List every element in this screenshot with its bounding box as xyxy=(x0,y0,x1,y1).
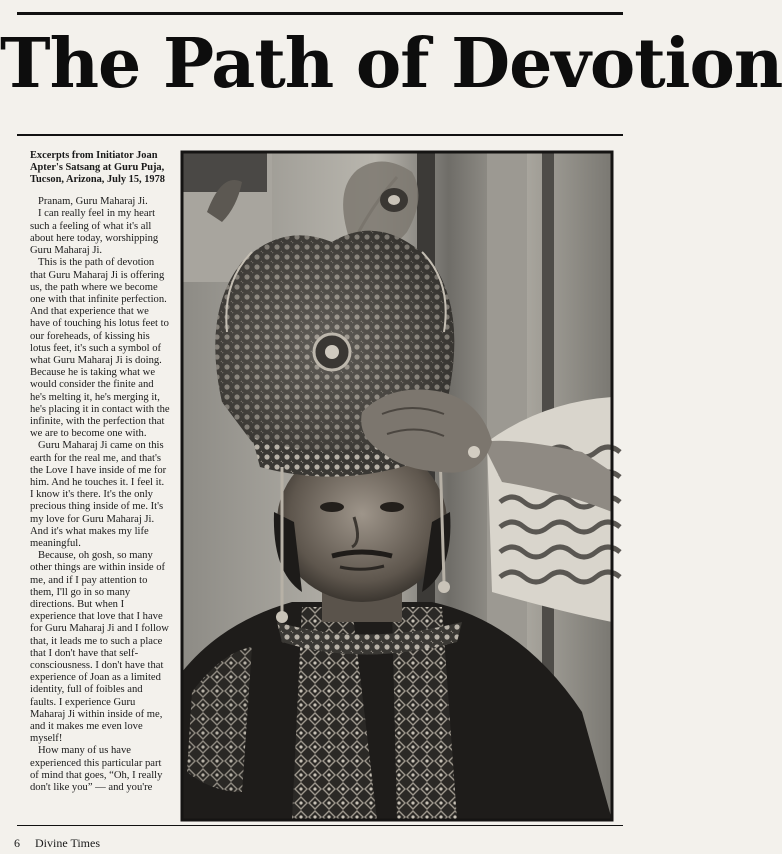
page-title: The Path of Devotion xyxy=(0,24,782,104)
paragraph: How many of us have experienced this particular part of mind that goes, “Oh, I really don't like you” — and you're xyxy=(30,745,163,794)
page-footer xyxy=(14,836,112,851)
title-rule xyxy=(17,134,623,136)
paragraph: Guru Maharaj Ji came on this earth for the real me, and that's the Love I have inside of me for him. And he touches it. I feel it. I know it's there. It's the only precious thing inside of me. It's my love for Guru Maharaj Ji. And it's what makes my life meaningful. xyxy=(30,440,167,549)
byline: Excerpts from Initiator Joan Apter's Satsang at Guru Puja, Tucson, Arizona, July 15, 1978 xyxy=(30,150,166,186)
paragraph: Because, oh gosh, so many other things are within inside of me, and if I pay attention to them, I'll go in so many directions. But when I experience that love that I have for Guru Maharaj Ji and I follow that, it leads me to such a place that I don't have that self-consciousness. I don't have that experience of Joan as a limited identity, full of foibles and faults. I experience Guru Maharaj Ji within inside of me, and it makes me even love myself! xyxy=(30,550,169,745)
paragraph: This is the path of devotion that Guru Maharaj Ji is offering us, the path where we become one with that infinite perfection. And that experience that we have of touching his lotus feet to our foreheads, of kissing his lotus feet, it's such a symbol of what Guru Maharaj Ji is doing. Because he is taking what we would consider the finite and he's melting it, he's merging it, he's placing it in contact with the infinite, with the perfection that we are to become one with. xyxy=(30,257,170,440)
page-number: 6 xyxy=(14,836,20,850)
article-column xyxy=(30,150,170,794)
footer-rule xyxy=(17,825,623,826)
paragraph: Pranam, Guru Maharaj Ji. xyxy=(38,196,148,208)
photo-guru-crown xyxy=(182,152,612,820)
paragraph: I can really feel in my heart such a feeling of what it's all about here today, worshipping Guru Maharaj Ji. xyxy=(30,208,159,257)
publication-name: Divine Times xyxy=(35,836,101,850)
top-rule xyxy=(17,12,623,15)
